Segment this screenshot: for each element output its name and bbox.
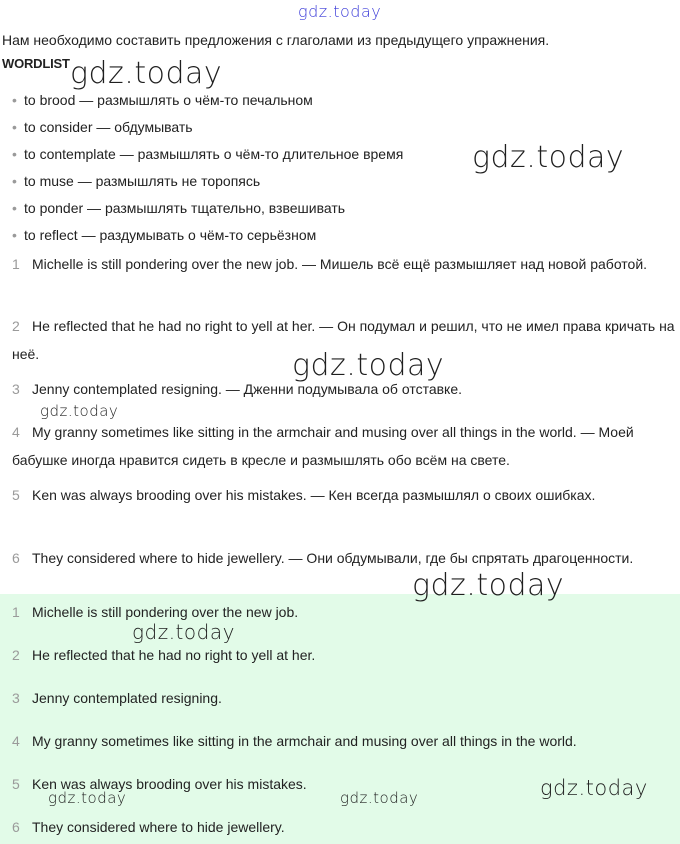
example-text: Jenny contemplated resigning. — Дженни подумывала об отставке. <box>32 381 463 397</box>
wordlist-item <box>12 119 193 135</box>
watermark: gdz.today <box>298 2 382 21</box>
watermark: gdz.today <box>40 402 119 420</box>
bullet-icon: • <box>12 146 17 162</box>
example-item <box>12 418 680 474</box>
item-number: 1 <box>12 604 20 620</box>
intro-text: Нам необходимо составить предложения с глаголами из предыдущего упражнения. <box>2 32 550 48</box>
example-item <box>12 544 680 572</box>
item-number: 1 <box>12 256 20 272</box>
item-number: 2 <box>12 647 20 663</box>
answer-text: Ken was always brooding over his mistakes. <box>32 776 307 792</box>
wordlist-item <box>12 227 316 243</box>
example-text: Michelle is still pondering over the new job. — Мишель всё ещё размышляет над новой работой. <box>32 256 648 272</box>
watermark: gdz.today <box>70 56 223 91</box>
answer-item <box>12 604 298 620</box>
item-number: 6 <box>12 819 20 835</box>
bullet-icon: • <box>12 227 17 243</box>
watermark: gdz.today <box>48 789 127 807</box>
wordlist-item-text: to reflect — раздумывать о чём-то серьёзном <box>24 227 317 243</box>
wordlist-item-text: to brood — размышлять о чём-то печальном <box>24 92 313 108</box>
wordlist-item <box>12 200 345 216</box>
example-text: My granny sometimes like sitting in the armchair and musing over all things in the world. — Моей бабушке иногда нравится сидеть в кресле и размышлять обо всём на свете. <box>12 424 634 468</box>
item-number: 3 <box>12 381 20 397</box>
example-item <box>12 481 680 509</box>
example-text: He reflected that he had no right to yell at her. — Он подумал и решил, что не имел права кричать на неё. <box>12 318 675 362</box>
watermark: gdz.today <box>472 140 625 175</box>
answer-item <box>12 647 315 663</box>
wordlist-item <box>12 173 260 189</box>
item-number: 6 <box>12 550 20 566</box>
bullet-icon: • <box>12 92 17 108</box>
watermark: gdz.today <box>340 789 419 807</box>
watermark: gdz.today <box>540 776 648 800</box>
bullet-icon: • <box>12 119 17 135</box>
wordlist-item <box>12 92 313 108</box>
answer-item <box>12 690 222 706</box>
wordlist-item-text: to muse — размышлять не торопясь <box>24 173 261 189</box>
example-text: They considered where to hide jewellery. — Они обдумывали, где бы спрятать драгоценности. <box>32 550 634 566</box>
answer-item <box>12 819 285 835</box>
answer-text: They considered where to hide jewellery. <box>32 819 285 835</box>
wordlist-item-text: to consider — обдумывать <box>24 119 193 135</box>
watermark: gdz.today <box>412 568 565 603</box>
bullet-icon: • <box>12 200 17 216</box>
watermark: gdz.today <box>132 620 235 644</box>
answer-item <box>12 733 577 749</box>
answer-text: Jenny contemplated resigning. <box>32 690 222 706</box>
wordlist-item-text: to ponder — размышлять тщательно, взвешивать <box>24 200 346 216</box>
item-number: 4 <box>12 733 20 749</box>
item-number: 5 <box>12 487 20 503</box>
answer-text: Michelle is still pondering over the new job. <box>32 604 299 620</box>
item-number: 3 <box>12 690 20 706</box>
item-number: 2 <box>12 318 20 334</box>
example-item <box>12 250 680 278</box>
watermark: gdz.today <box>292 348 445 383</box>
answer-text: He reflected that he had no right to yell at her. <box>32 647 316 663</box>
wordlist-heading: WORDLIST <box>2 56 70 71</box>
example-text: Ken was always brooding over his mistakes. — Кен всегда размышлял о своих ошибках. <box>32 487 596 503</box>
item-number: 4 <box>12 424 20 440</box>
bullet-icon: • <box>12 173 17 189</box>
wordlist-item-text: to contemplate — размышлять о чём-то длительное время <box>24 146 404 162</box>
item-number: 5 <box>12 776 20 792</box>
wordlist-item <box>12 146 403 162</box>
answer-text: My granny sometimes like sitting in the armchair and musing over all things in the world. <box>32 733 577 749</box>
